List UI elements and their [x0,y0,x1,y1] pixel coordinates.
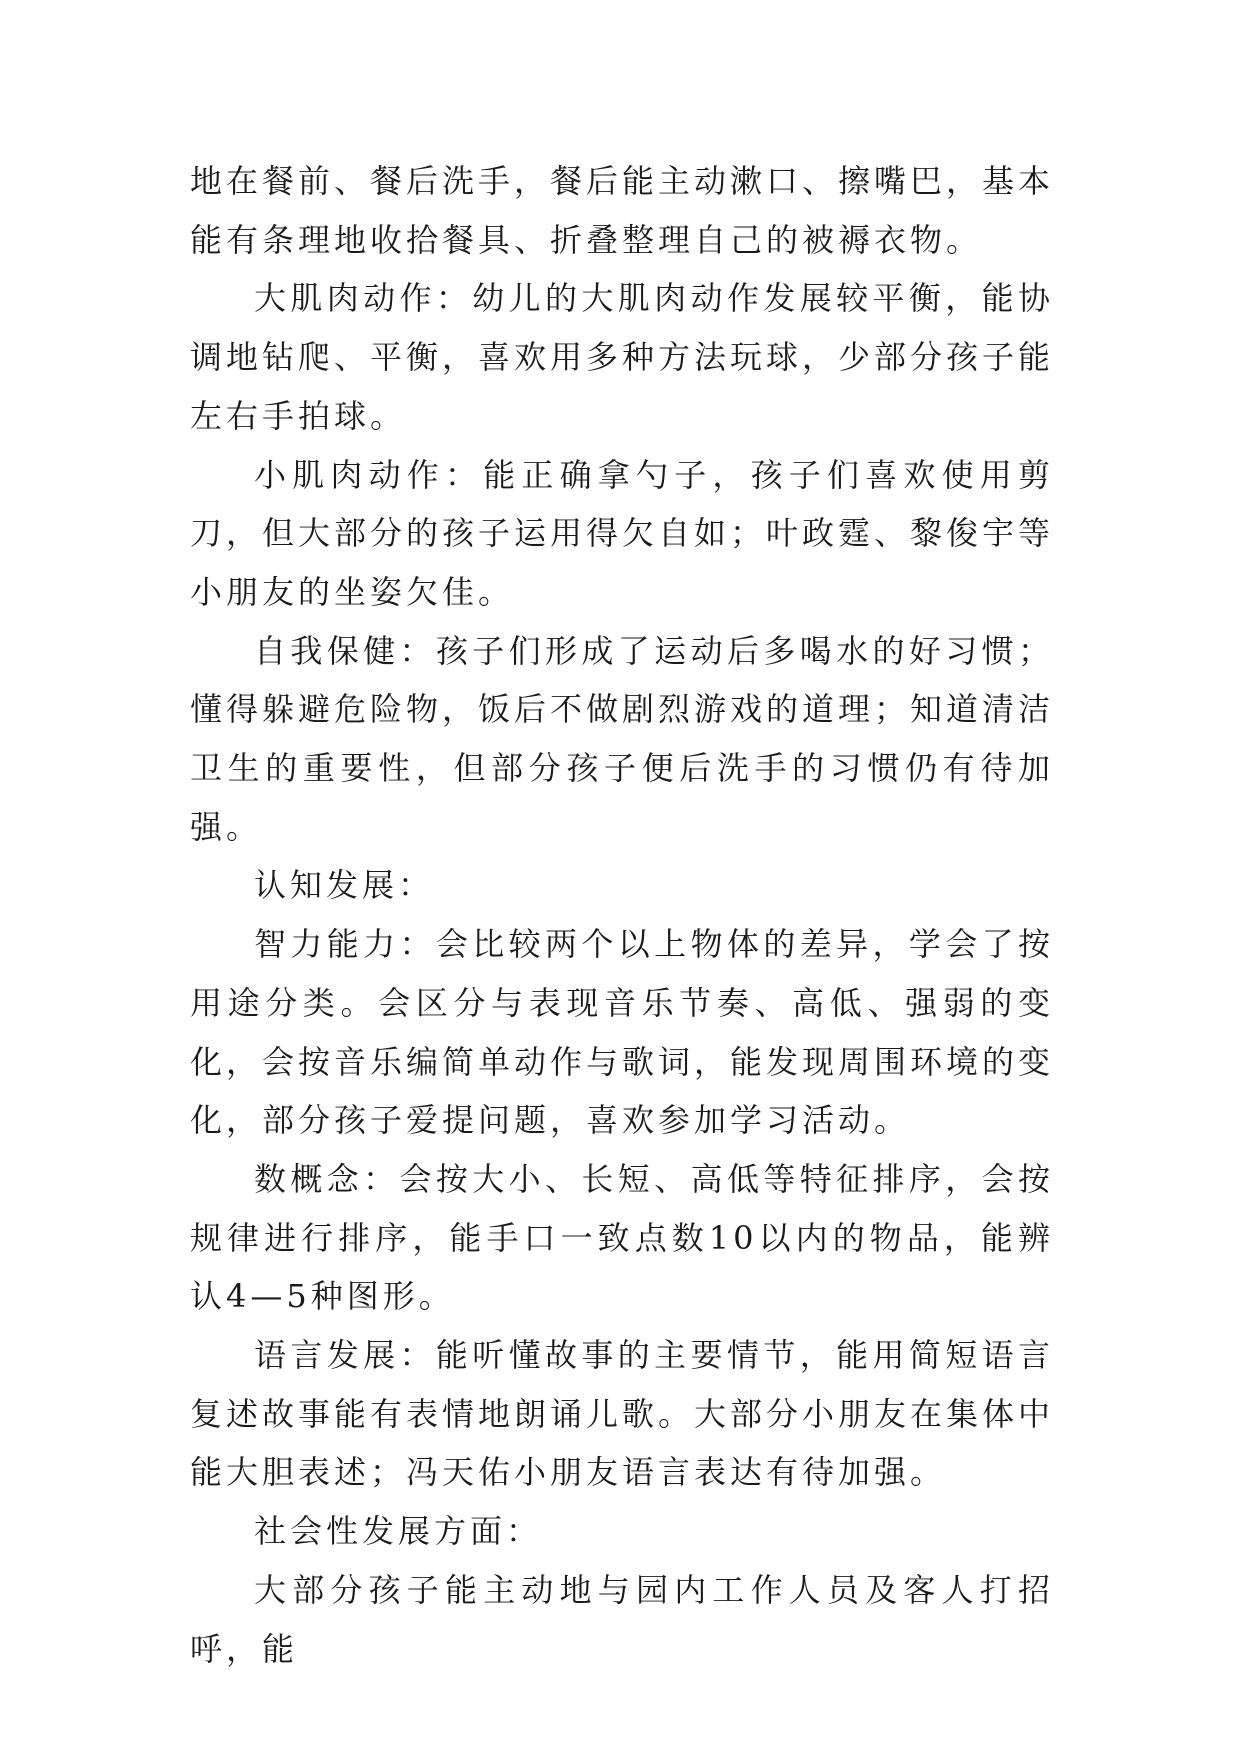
paragraph-social: 大部分孩子能主动地与园内工作人员及客人打招呼，能 [190,1570,1054,1668]
heading-social: 社会性发展方面： [254,1512,543,1551]
paragraph-numbers: 数概念：会按大小、长短、高低等特征排序，会按规律进行排序，能手口一致点数10以内的物品，能辨认4—5种图形。 [190,1159,1054,1316]
paragraph-self-health: 自我保健：孩子们形成了运动后多喝水的好习惯；懂得躲避危险物，饭后不做剧烈游戏的道理；知道清洁卫生的重要性，但部分孩子便后洗手的习惯仍有待加强。 [190,631,1055,846]
paragraph-fine-motor: 小肌肉动作：能正确拿勺子，孩子们喜欢使用剪刀，但大部分的孩子运用得欠自如；叶政霆、黎俊宇等小朋友的坐姿欠佳。 [190,455,1055,611]
paragraph-gross-motor: 大肌肉动作：幼儿的大肌肉动作发展较平衡，能协调地钻爬、平衡，喜欢用多种方法玩球，少部分孩子能左右手拍球。 [190,279,1055,435]
heading-cognitive: 认知发展： [254,866,435,905]
paragraph-intellect: 智力能力：会比较两个以上物体的差异，学会了按用途分类。会区分与表现音乐节奏、高低、强弱的变化，会按音乐编简单动作与歌词，能发现周围环境的变化，部分孩子爱提问题，喜欢参加学习活动。 [190,925,1055,1140]
document-body [190,152,1054,1678]
paragraph-self-care: 地在餐前、餐后洗手，餐后能主动漱口、擦嘴巴，基本能有条理地收拾餐具、折叠整理自己的被褥衣物。 [190,162,1055,259]
paragraph-language: 语言发展：能听懂故事的主要情节，能用简短语言复述故事能有表情地朗诵儿歌。大部分小朋友在集体中能大胆表述；冯天佑小朋友语言表达有待加强。 [190,1336,1055,1492]
